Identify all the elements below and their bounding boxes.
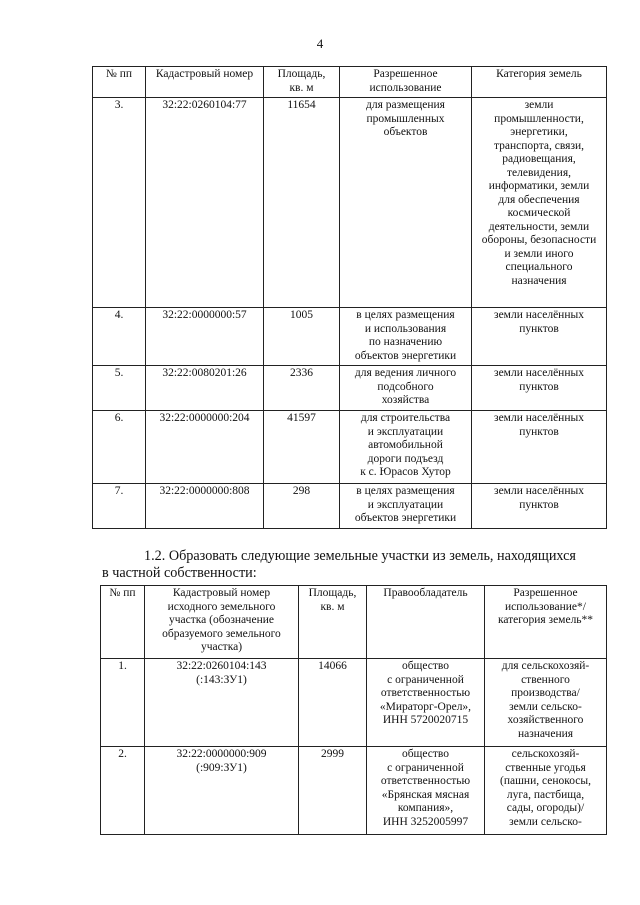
col-header-cadastral: Кадастровый номер исходного земельного участка (обозначение образуемого земельного участка) <box>145 586 299 659</box>
right-holder: общество с ограниченной ответственностью «Мираторг-Орел», ИНН 5720020715 <box>367 659 485 747</box>
table-row <box>93 98 607 308</box>
table-row <box>101 659 607 747</box>
area-value: 298 <box>264 484 340 529</box>
col-header-cadastral: Кадастровый номер <box>146 67 264 98</box>
row-number: 5. <box>93 366 146 411</box>
land-category: земли населённых пунктов <box>472 366 607 411</box>
area-value: 2336 <box>264 366 340 411</box>
row-number: 7. <box>93 484 146 529</box>
table-row <box>101 747 607 835</box>
area-value: 14066 <box>299 659 367 747</box>
land-category: земли населённых пунктов <box>472 308 607 366</box>
cadastral-number: 32:22:0260104:77 <box>146 98 264 308</box>
table-row <box>93 308 607 366</box>
permitted-use: для размещения промышленных объектов <box>340 98 472 308</box>
row-number: 4. <box>93 308 146 366</box>
paragraph-line-2: в частной собственности: <box>102 565 257 581</box>
col-header-number: № пп <box>93 67 146 98</box>
section-paragraph <box>102 548 617 582</box>
table-row <box>93 484 607 529</box>
area-value: 2999 <box>299 747 367 835</box>
row-number: 3. <box>93 98 146 308</box>
area-value: 41597 <box>264 411 340 484</box>
col-header-number: № пп <box>101 586 145 659</box>
cadastral-number: 32:22:0080201:26 <box>146 366 264 411</box>
land-category: земли населённых пунктов <box>472 411 607 484</box>
land-category: земли населённых пунктов <box>472 484 607 529</box>
col-header-area: Площадь, кв. м <box>264 67 340 98</box>
cadastral-number: 32:22:0260104:143 (:143:ЗУ1) <box>145 659 299 747</box>
permitted-use: для строительства и эксплуатации автомобильной дороги подъезд к с. Юрасов Хутор <box>340 411 472 484</box>
row-number: 6. <box>93 411 146 484</box>
land-category: земли промышленности, энергетики, транспорта, связи, радиовещания, телевидения, информатики, земли для обеспечения космической деятельности, земли обороны, безопасности и земли иного специального назначения <box>472 98 607 308</box>
use-category: для сельскохозяй- ственного производства/ земли сельско- хозяйственного назначения <box>485 659 607 747</box>
col-header-owner: Правообладатель <box>367 586 485 659</box>
col-header-area: Площадь, кв. м <box>299 586 367 659</box>
row-number: 2. <box>101 747 145 835</box>
area-value: 1005 <box>264 308 340 366</box>
cadastral-number: 32:22:0000000:909 (:909:ЗУ1) <box>145 747 299 835</box>
page-number: 4 <box>316 36 324 51</box>
row-number: 1. <box>101 659 145 747</box>
paragraph-line-1: 1.2. Образовать следующие земельные участки из земель, находящихся <box>144 548 576 564</box>
cadastral-number: 32:22:0000000:204 <box>146 411 264 484</box>
col-header-use-category: Разрешенное использование*/ категория земель** <box>485 586 607 659</box>
cadastral-number: 32:22:0000000:57 <box>146 308 264 366</box>
table-row <box>93 366 607 411</box>
permitted-use: в целях размещения и использования по назначению объектов энергетики <box>340 308 472 366</box>
use-category: сельскохозяй- ственные угодья (пашни, сенокосы, луга, пастбища, сады, огороды)/ земли сельско- <box>485 747 607 835</box>
area-value: 11654 <box>264 98 340 308</box>
table-header-row <box>93 67 607 98</box>
col-header-use: Разрешенное использование <box>340 67 472 98</box>
right-holder: общество с ограниченной ответственностью «Брянская мясная компания», ИНН 3252005997 <box>367 747 485 835</box>
new-plots-table <box>100 585 607 835</box>
permitted-use: в целях размещения и эксплуатации объектов энергетики <box>340 484 472 529</box>
col-header-category: Категория земель <box>472 67 607 98</box>
table-row <box>93 411 607 484</box>
table-header-row <box>101 586 607 659</box>
cadastral-number: 32:22:0000000:808 <box>146 484 264 529</box>
existing-plots-table <box>92 66 607 529</box>
permitted-use: для ведения личного подсобного хозяйства <box>340 366 472 411</box>
